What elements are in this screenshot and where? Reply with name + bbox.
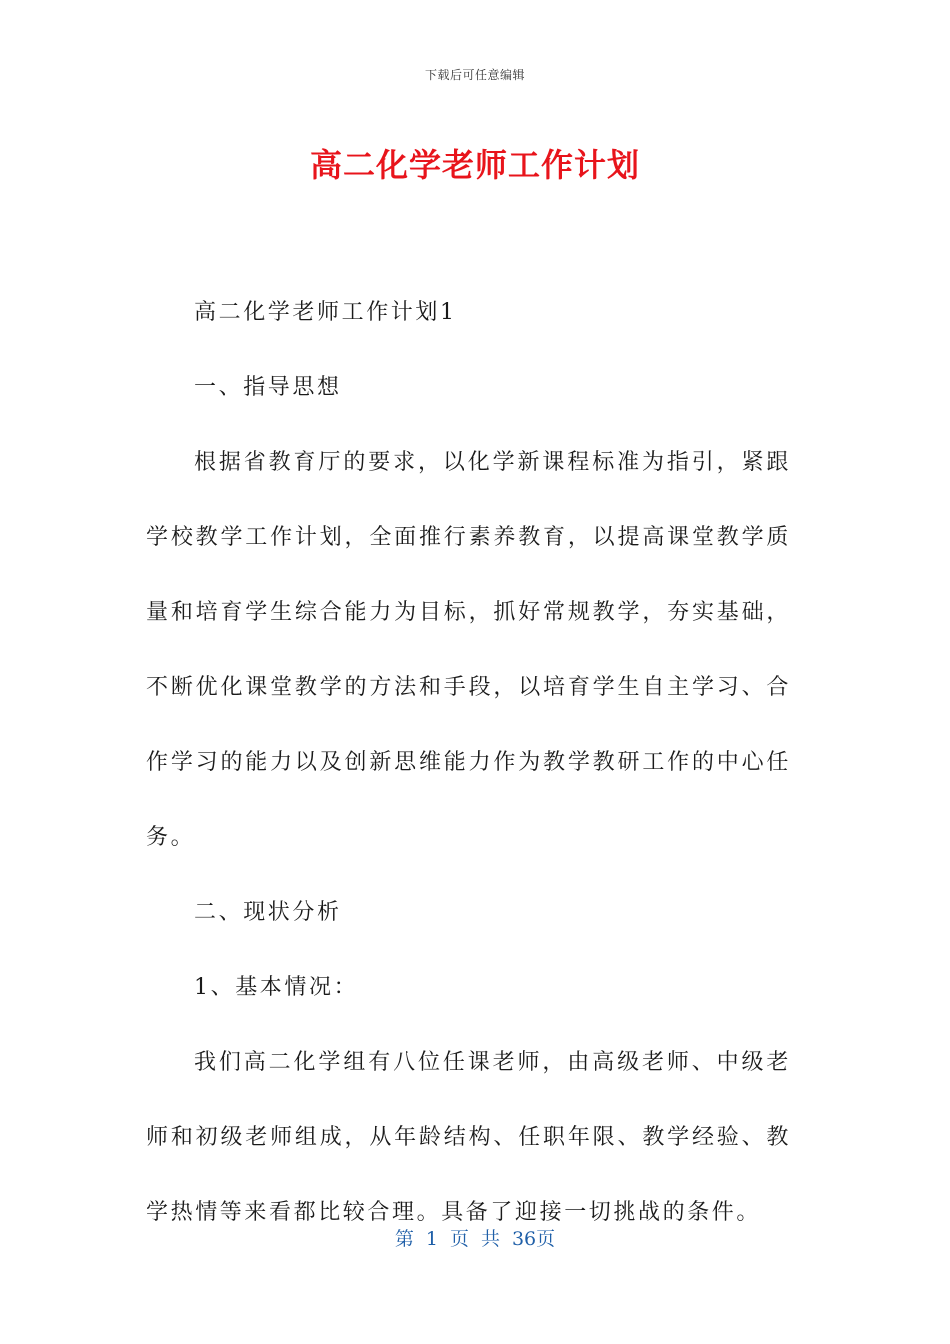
document-body [146,275,791,1250]
page-label-prefix: 第 [394,1228,414,1250]
page-label-mid: 页 [449,1228,469,1250]
page-label-suffix: 页 [536,1228,556,1250]
page-header-note: 下载后可任意编辑 [424,68,525,82]
body-paragraph: 我们高二化学组有八位任课老师，由高级老师、中级老师和初级老师组成，从年龄结构、任职年限、教学经验、教学热情等来看都比较合理。具备了迎接一切挑战的条件。 [146,1050,791,1225]
subsection-heading: 1、基本情况： [194,975,359,1000]
page-number-footer [0,1224,950,1251]
total-pages: 36 [511,1228,537,1250]
page-current: 1 [425,1228,438,1250]
section-heading: 二、现状分析 [194,900,342,925]
section-heading: 高二化学老师工作计划1 [194,300,457,325]
total-prefix: 共 [480,1228,500,1250]
body-paragraph: 根据省教育厅的要求，以化学新课程标准为指引，紧跟学校教学工作计划，全面推行素养教育，以提高课堂教学质量和培育学生综合能力为目标，抓好常规教学，夯实基础，不断优化课堂教学的方法和手段，以培育学生自主学习、合作学习的能力以及创新思维能力作为教学教研工作的中心任务。 [146,450,791,850]
section-heading: 一、指导思想 [194,375,342,400]
document-title: 高二化学老师工作计划 [309,146,640,184]
